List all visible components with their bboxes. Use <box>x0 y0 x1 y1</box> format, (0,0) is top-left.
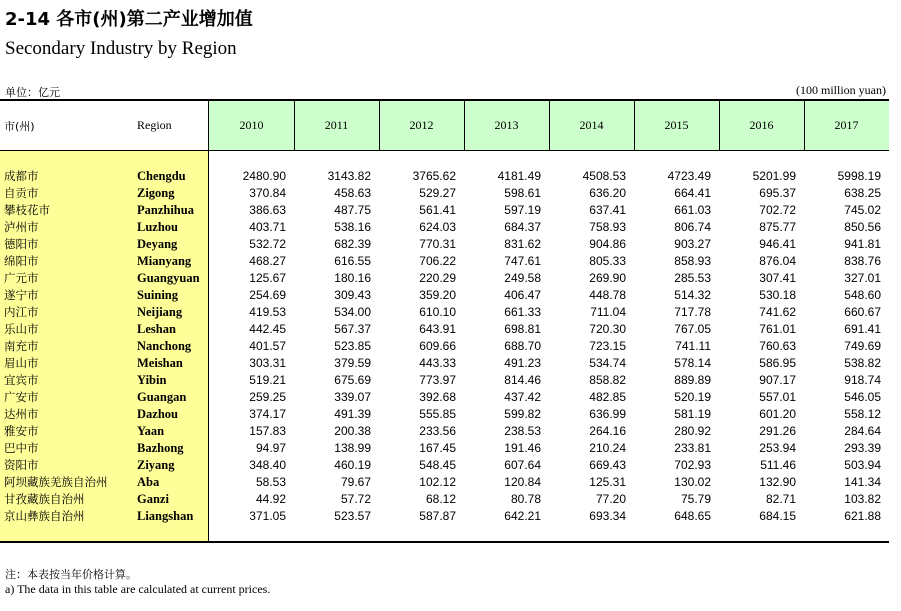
table-row <box>0 389 889 406</box>
region-name-cn: 成都市 <box>4 169 39 183</box>
value-cell: 702.93 <box>674 458 711 472</box>
value-cell: 307.41 <box>759 271 796 285</box>
region-name-en: Ziyang <box>137 458 175 472</box>
value-cell: 327.01 <box>844 271 881 285</box>
region-name-en: Aba <box>137 475 160 489</box>
value-cell: 309.43 <box>334 288 371 302</box>
region-name-en: Zigong <box>137 186 175 200</box>
value-cell: 546.05 <box>844 390 881 404</box>
value-cell: 80.78 <box>510 492 541 506</box>
value-cell: 57.72 <box>340 492 371 506</box>
value-cell: 684.37 <box>504 220 541 234</box>
value-cell: 167.45 <box>419 441 456 455</box>
value-cell: 523.85 <box>334 339 371 353</box>
header-year-2013: 2013 <box>494 118 519 132</box>
table-row <box>0 253 889 270</box>
value-cell: 648.65 <box>674 509 711 523</box>
value-cell: 403.71 <box>249 220 286 234</box>
table-row <box>0 491 889 508</box>
value-cell: 586.95 <box>759 356 796 370</box>
table-row <box>0 287 889 304</box>
value-cell: 638.25 <box>844 186 881 200</box>
header-year-2016: 2016 <box>749 118 774 132</box>
table-row <box>0 168 889 185</box>
value-cell: 838.76 <box>844 254 881 268</box>
value-cell: 157.83 <box>249 424 286 438</box>
value-cell: 530.18 <box>759 288 796 302</box>
value-cell: 120.84 <box>504 475 541 489</box>
value-cell: 392.68 <box>419 390 456 404</box>
value-cell: 609.66 <box>419 339 456 353</box>
value-cell: 254.69 <box>249 288 286 302</box>
region-name-en: Chengdu <box>137 169 186 183</box>
value-cell: 636.99 <box>589 407 626 421</box>
value-cell: 814.46 <box>504 373 541 387</box>
title-cn: 2-14 各市(州)第二产业增加值 <box>5 9 253 30</box>
table-row <box>0 474 889 491</box>
value-cell: 437.42 <box>504 390 541 404</box>
value-cell: 636.20 <box>589 186 626 200</box>
value-cell: 850.56 <box>844 220 881 234</box>
unit-label-cn: 单位：亿元 <box>5 86 60 99</box>
header-year-2010: 2010 <box>239 118 264 132</box>
region-name-cn: 宜宾市 <box>4 373 39 387</box>
value-cell: 468.27 <box>249 254 286 268</box>
table-row <box>0 236 889 253</box>
value-cell: 538.16 <box>334 220 371 234</box>
value-cell: 946.41 <box>759 237 796 251</box>
value-cell: 5998.19 <box>837 169 881 183</box>
value-cell: 293.39 <box>844 441 881 455</box>
value-cell: 264.16 <box>589 424 626 438</box>
value-cell: 220.29 <box>419 271 456 285</box>
value-cell: 706.22 <box>419 254 456 268</box>
value-cell: 691.41 <box>844 322 881 336</box>
value-cell: 3765.62 <box>412 169 456 183</box>
region-name-cn: 广元市 <box>4 271 39 285</box>
value-cell: 102.12 <box>419 475 456 489</box>
value-cell: 538.82 <box>844 356 881 370</box>
value-cell: 3143.82 <box>327 169 371 183</box>
value-cell: 723.15 <box>589 339 626 353</box>
value-cell: 253.94 <box>759 441 796 455</box>
table-row <box>0 338 889 355</box>
value-cell: 2480.90 <box>242 169 286 183</box>
value-cell: 4508.53 <box>582 169 626 183</box>
value-cell: 805.33 <box>589 254 626 268</box>
value-cell: 918.74 <box>844 373 881 387</box>
table-row <box>0 457 889 474</box>
value-cell: 695.37 <box>759 186 796 200</box>
region-name-en: Guangan <box>137 390 187 404</box>
value-cell: 132.90 <box>759 475 796 489</box>
value-cell: 4181.49 <box>497 169 541 183</box>
region-name-en: Mianyang <box>137 254 192 268</box>
value-cell: 720.30 <box>589 322 626 336</box>
region-name-en: Leshan <box>137 322 176 336</box>
value-cell: 624.03 <box>419 220 456 234</box>
value-cell: 44.92 <box>255 492 286 506</box>
value-cell: 601.20 <box>759 407 796 421</box>
value-cell: 637.41 <box>589 203 626 217</box>
region-name-cn: 阿坝藏族羌族自治州 <box>4 475 108 489</box>
value-cell: 75.79 <box>680 492 711 506</box>
table-row <box>0 372 889 389</box>
region-name-en: Yaan <box>137 424 165 438</box>
value-cell: 578.14 <box>674 356 711 370</box>
region-name-cn: 甘孜藏族自治州 <box>4 492 85 506</box>
region-name-cn: 雅安市 <box>4 424 39 438</box>
value-cell: 339.07 <box>334 390 371 404</box>
value-cell: 386.63 <box>249 203 286 217</box>
value-cell: 597.19 <box>504 203 541 217</box>
header-bottom-rule <box>0 150 889 151</box>
table-row <box>0 304 889 321</box>
value-cell: 58.53 <box>255 475 286 489</box>
value-cell: 587.87 <box>419 509 456 523</box>
region-name-cn: 泸州市 <box>4 220 39 234</box>
table-row <box>0 406 889 423</box>
value-cell: 749.69 <box>844 339 881 353</box>
value-cell: 503.94 <box>844 458 881 472</box>
value-cell: 419.53 <box>249 305 286 319</box>
value-cell: 125.67 <box>249 271 286 285</box>
value-cell: 374.17 <box>249 407 286 421</box>
value-cell: 567.37 <box>334 322 371 336</box>
value-cell: 904.86 <box>589 237 626 251</box>
value-cell: 941.81 <box>844 237 881 251</box>
value-cell: 491.23 <box>504 356 541 370</box>
value-cell: 259.25 <box>249 390 286 404</box>
table-row <box>0 440 889 457</box>
region-name-cn: 广安市 <box>4 390 39 404</box>
value-cell: 702.72 <box>759 203 796 217</box>
region-name-cn: 内江市 <box>4 305 39 319</box>
value-cell: 875.77 <box>759 220 796 234</box>
value-cell: 675.69 <box>334 373 371 387</box>
region-name-en: Deyang <box>137 237 178 251</box>
value-cell: 291.26 <box>759 424 796 438</box>
header-year-2015: 2015 <box>664 118 689 132</box>
region-name-en: Luzhou <box>137 220 178 234</box>
value-cell: 210.24 <box>589 441 626 455</box>
region-name-en: Meishan <box>137 356 183 370</box>
value-cell: 698.81 <box>504 322 541 336</box>
value-cell: 370.84 <box>249 186 286 200</box>
value-cell: 643.91 <box>419 322 456 336</box>
note-en: a) The data in this table are calculated at current prices. <box>5 582 271 596</box>
value-cell: 77.20 <box>595 492 626 506</box>
region-name-cn: 乐山市 <box>4 322 39 336</box>
value-cell: 520.19 <box>674 390 711 404</box>
region-name-cn: 攀枝花市 <box>4 203 50 217</box>
table-row <box>0 355 889 372</box>
value-cell: 460.19 <box>334 458 371 472</box>
region-name-en: Neijiang <box>137 305 183 319</box>
value-cell: 661.03 <box>674 203 711 217</box>
value-cell: 79.67 <box>340 475 371 489</box>
note-cn: 注：本表按当年价格计算。 <box>5 568 137 581</box>
region-name-cn: 遂宁市 <box>4 288 39 302</box>
value-cell: 858.82 <box>589 373 626 387</box>
region-name-en: Dazhou <box>137 407 178 421</box>
value-cell: 831.62 <box>504 237 541 251</box>
value-cell: 682.39 <box>334 237 371 251</box>
region-name-cn: 达州市 <box>4 407 39 421</box>
value-cell: 642.21 <box>504 509 541 523</box>
value-cell: 125.31 <box>589 475 626 489</box>
value-cell: 806.74 <box>674 220 711 234</box>
title-en: Secondary Industry by Region <box>5 38 237 59</box>
value-cell: 249.58 <box>504 271 541 285</box>
region-name-en: Guangyuan <box>137 271 200 285</box>
value-cell: 82.71 <box>765 492 796 506</box>
value-cell: 548.45 <box>419 458 456 472</box>
value-cell: 661.33 <box>504 305 541 319</box>
table-row <box>0 185 889 202</box>
value-cell: 401.57 <box>249 339 286 353</box>
table-row <box>0 321 889 338</box>
value-cell: 558.12 <box>844 407 881 421</box>
value-cell: 717.78 <box>674 305 711 319</box>
region-name-en: Suining <box>137 288 179 302</box>
region-name-cn: 绵阳市 <box>4 254 39 268</box>
value-cell: 555.85 <box>419 407 456 421</box>
value-cell: 280.92 <box>674 424 711 438</box>
value-cell: 876.04 <box>759 254 796 268</box>
value-cell: 581.19 <box>674 407 711 421</box>
region-name-en: Ganzi <box>137 492 169 506</box>
value-cell: 94.97 <box>255 441 286 455</box>
table-row <box>0 423 889 440</box>
value-cell: 548.60 <box>844 288 881 302</box>
value-cell: 907.17 <box>759 373 796 387</box>
value-cell: 448.78 <box>589 288 626 302</box>
header-region-en: Region <box>137 118 172 132</box>
value-cell: 359.20 <box>419 288 456 302</box>
region-name-cn: 巴中市 <box>4 441 39 455</box>
table-bottom-rule <box>0 541 889 543</box>
header-region-cn: 市(州) <box>4 120 35 133</box>
value-cell: 511.46 <box>760 458 796 472</box>
value-cell: 889.89 <box>674 373 711 387</box>
region-name-cn: 南充市 <box>4 339 39 353</box>
value-cell: 693.34 <box>589 509 626 523</box>
region-name-cn: 京山彝族自治州 <box>4 509 85 523</box>
value-cell: 616.55 <box>334 254 371 268</box>
value-cell: 191.46 <box>504 441 541 455</box>
value-cell: 379.59 <box>334 356 371 370</box>
value-cell: 758.93 <box>589 220 626 234</box>
region-name-cn: 自贡市 <box>4 186 39 200</box>
table-row <box>0 219 889 236</box>
value-cell: 519.21 <box>249 373 286 387</box>
header-year-2011: 2011 <box>324 118 349 132</box>
value-cell: 770.31 <box>419 237 456 251</box>
value-cell: 348.40 <box>249 458 286 472</box>
table-row <box>0 202 889 219</box>
value-cell: 745.02 <box>844 203 881 217</box>
value-cell: 660.67 <box>844 305 881 319</box>
value-cell: 200.38 <box>334 424 371 438</box>
value-cell: 598.61 <box>504 186 541 200</box>
region-name-en: Panzhihua <box>137 203 194 217</box>
value-cell: 130.02 <box>674 475 711 489</box>
value-cell: 621.88 <box>844 509 881 523</box>
value-cell: 747.61 <box>504 254 541 268</box>
value-cell: 684.15 <box>759 509 796 523</box>
value-cell: 688.70 <box>504 339 541 353</box>
value-cell: 523.57 <box>334 509 371 523</box>
value-cell: 371.05 <box>249 509 286 523</box>
value-cell: 529.27 <box>419 186 456 200</box>
value-cell: 303.31 <box>249 356 286 370</box>
value-cell: 534.00 <box>334 305 371 319</box>
value-cell: 238.53 <box>504 424 541 438</box>
value-cell: 138.99 <box>334 441 371 455</box>
unit-label-en: (100 million yuan) <box>796 83 886 97</box>
value-cell: 532.72 <box>249 237 286 251</box>
value-cell: 741.62 <box>759 305 796 319</box>
value-cell: 458.63 <box>334 186 371 200</box>
value-cell: 741.11 <box>675 339 711 353</box>
value-cell: 903.27 <box>674 237 711 251</box>
value-cell: 180.16 <box>334 271 371 285</box>
value-cell: 761.01 <box>759 322 796 336</box>
value-cell: 269.90 <box>589 271 626 285</box>
value-cell: 141.34 <box>844 475 881 489</box>
header-year-2017: 2017 <box>834 118 859 132</box>
value-cell: 767.05 <box>674 322 711 336</box>
value-cell: 285.53 <box>674 271 711 285</box>
region-name-en: Liangshan <box>137 509 194 523</box>
table-row <box>0 270 889 287</box>
table-row <box>0 508 889 525</box>
value-cell: 482.85 <box>589 390 626 404</box>
value-cell: 760.63 <box>759 339 796 353</box>
table-top-rule <box>0 99 889 101</box>
region-name-en: Yibin <box>137 373 167 387</box>
value-cell: 514.32 <box>674 288 711 302</box>
value-cell: 4723.49 <box>667 169 711 183</box>
value-cell: 103.82 <box>844 492 881 506</box>
region-name-en: Nanchong <box>137 339 192 353</box>
value-cell: 669.43 <box>589 458 626 472</box>
value-cell: 233.81 <box>674 441 711 455</box>
value-cell: 610.10 <box>419 305 456 319</box>
value-cell: 491.39 <box>334 407 371 421</box>
value-cell: 858.93 <box>674 254 711 268</box>
value-cell: 773.97 <box>419 373 456 387</box>
region-name-cn: 资阳市 <box>4 458 39 472</box>
header-year-2012: 2012 <box>409 118 434 132</box>
value-cell: 557.01 <box>759 390 796 404</box>
value-cell: 442.45 <box>249 322 286 336</box>
value-cell: 534.74 <box>589 356 626 370</box>
value-cell: 443.33 <box>419 356 456 370</box>
value-cell: 664.41 <box>674 186 711 200</box>
value-cell: 561.41 <box>419 203 456 217</box>
value-cell: 607.64 <box>504 458 541 472</box>
value-cell: 233.56 <box>419 424 456 438</box>
region-name-cn: 眉山市 <box>4 356 39 370</box>
value-cell: 5201.99 <box>752 169 796 183</box>
value-cell: 711.04 <box>590 305 626 319</box>
value-cell: 406.47 <box>504 288 541 302</box>
value-cell: 487.75 <box>334 203 371 217</box>
value-cell: 599.82 <box>504 407 541 421</box>
region-name-cn: 德阳市 <box>4 237 39 251</box>
value-cell: 68.12 <box>425 492 456 506</box>
region-name-en: Bazhong <box>137 441 184 455</box>
value-cell: 284.64 <box>844 424 881 438</box>
header-year-2014: 2014 <box>579 118 604 132</box>
